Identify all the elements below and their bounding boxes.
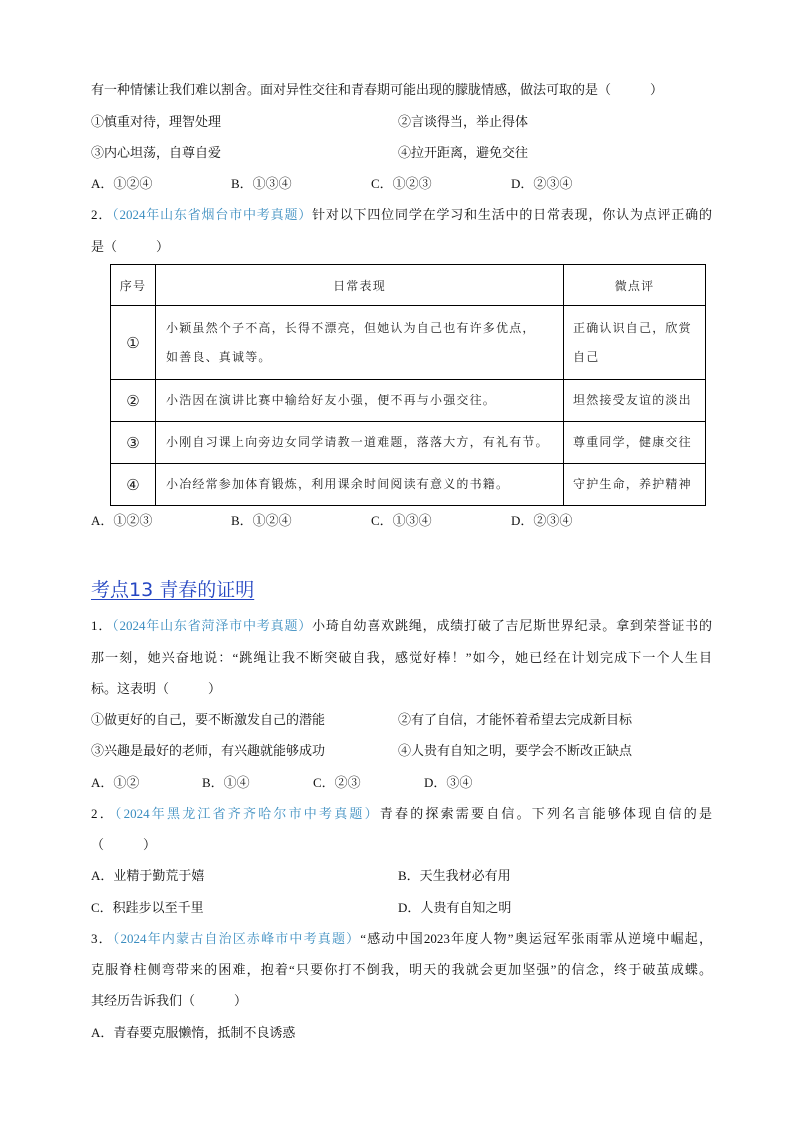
behavior-text: 小刚自习课上向旁边女同学请教一道难题，落落大方，有礼有节。 bbox=[166, 435, 549, 449]
statement-item-3: ③兴趣是最好的老师，有兴趣就能够成功 bbox=[91, 743, 326, 759]
statement-item-1: ①做更好的自己，要不断激发自己的潜能 bbox=[91, 712, 326, 728]
option-c: C．①③④ bbox=[371, 513, 432, 529]
option-row bbox=[91, 892, 712, 923]
option-b: B．①④ bbox=[202, 774, 250, 790]
question-stem-line: 标。这表明（ ） bbox=[91, 680, 222, 696]
source-tag: （2024年内蒙古自治区赤峰市中考真题） bbox=[112, 930, 361, 946]
section-heading: 考点13 青春的证明 bbox=[91, 579, 255, 601]
question-stem-line bbox=[91, 199, 712, 230]
table-header-row bbox=[111, 265, 706, 306]
answer-options bbox=[91, 505, 712, 536]
statement-row bbox=[91, 704, 712, 735]
statement-item-2: ②言谈得当，举止得体 bbox=[398, 113, 529, 129]
answer-options bbox=[91, 168, 712, 199]
question-stem-line: 是（ ） bbox=[91, 238, 170, 254]
question-number: 3． bbox=[91, 930, 113, 946]
option-a: A．青春要克服懒惰，抵制不良诱惑 bbox=[91, 1024, 296, 1040]
option-d: D．人贵有自知之明 bbox=[398, 899, 512, 915]
behavior-text: 小浩因在演讲比赛中输给好友小强，便不再与小强交往。 bbox=[166, 393, 497, 407]
statement-item-4: ④人贵有自知之明，要学会不断改正缺点 bbox=[398, 743, 633, 759]
comment-text: 坦然接受友谊的淡出 bbox=[573, 393, 692, 407]
question-number: 1． bbox=[91, 618, 113, 634]
option-row bbox=[91, 860, 712, 891]
table-row bbox=[111, 422, 706, 464]
row-number: ③ bbox=[111, 422, 156, 464]
source-tag: （2024年山东省菏泽市中考真题） bbox=[112, 618, 313, 634]
option-d: D．③④ bbox=[424, 774, 473, 790]
row-number: ② bbox=[111, 380, 156, 422]
question-stem-line bbox=[91, 798, 712, 829]
behavior-comment-table bbox=[110, 264, 706, 506]
row-number: ④ bbox=[111, 464, 156, 506]
question-number: 2． bbox=[91, 207, 113, 223]
option-c: C．①②③ bbox=[371, 176, 432, 192]
row-number: ① bbox=[111, 306, 156, 380]
option-a: A．业精于勤荒于嬉 bbox=[91, 868, 205, 884]
header-comment: 微点评 bbox=[564, 265, 706, 306]
comment-text: 自己 bbox=[573, 349, 600, 364]
table-row bbox=[111, 306, 706, 380]
header-no: 序号 bbox=[111, 265, 156, 306]
source-tag: （2024年山东省烟台市中考真题） bbox=[112, 207, 313, 223]
statement-item-3: ③内心坦荡，自尊自爱 bbox=[91, 144, 222, 160]
behavior-text: 如善良、真诚等。 bbox=[166, 349, 272, 364]
question-stem: 有一种情愫让我们难以割舍。面对异性交往和青春期可能出现的朦胧情感，做法可取的是（ ） bbox=[91, 82, 664, 98]
comment-cell bbox=[564, 306, 706, 380]
option-d: D．②③④ bbox=[511, 176, 573, 192]
option-b: B．①③④ bbox=[231, 176, 292, 192]
answer-options bbox=[91, 767, 712, 798]
question-stem-line: （ ） bbox=[91, 837, 157, 853]
behavior-text: 小颖虽然个子不高，长得不漂亮，但她认为自己也有许多优点， bbox=[166, 320, 536, 335]
statement-item-4: ④拉开距离，避免交往 bbox=[398, 144, 529, 160]
behavior-text: 小冶经常参加体育锻炼，利用课余时间阅读有意义的书籍。 bbox=[166, 477, 510, 491]
top-question-block bbox=[91, 74, 712, 262]
comment-text: 守护生命，养护精神 bbox=[573, 477, 692, 491]
question-stem-line: 克服脊柱侧弯带来的困难，抱着“只要你打不倒我，明天的我就会更加坚强”的信念，终于破茧成蝶。 bbox=[91, 962, 712, 978]
option-b: B．①②④ bbox=[231, 513, 292, 529]
behavior-cell bbox=[156, 380, 564, 422]
question-text: 青春的探索需要自信。下列名言能够体现自信的是 bbox=[379, 805, 712, 821]
question-number: 2． bbox=[91, 805, 115, 821]
source-tag: （2024年黑龙江省齐齐哈尔市中考真题） bbox=[114, 805, 380, 821]
behavior-cell bbox=[156, 422, 564, 464]
behavior-cell bbox=[156, 306, 564, 380]
statement-item-2: ②有了自信，才能怀着希望去完成新目标 bbox=[398, 712, 633, 728]
question-stem-line: 其经历告诉我们（ ） bbox=[91, 993, 248, 1009]
table-row bbox=[111, 380, 706, 422]
question-stem-line bbox=[91, 923, 712, 954]
statement-item-1: ①慎重对待，理智处理 bbox=[91, 113, 222, 129]
comment-text: 正确认识自己，欣赏 bbox=[573, 320, 692, 335]
question-2-options-block bbox=[91, 505, 712, 536]
statement-row bbox=[91, 735, 712, 766]
option-c: C．积跬步以至千里 bbox=[91, 899, 204, 915]
option-a: A．①②④ bbox=[91, 176, 153, 192]
statement-row bbox=[91, 137, 712, 168]
table-row bbox=[111, 464, 706, 506]
option-a: A．①② bbox=[91, 774, 140, 790]
option-a: A．①②③ bbox=[91, 513, 153, 529]
section-questions-block bbox=[91, 610, 712, 1048]
comment-cell bbox=[564, 464, 706, 506]
question-text: 小琦自幼喜欢跳绳，成绩打破了吉尼斯世界纪录。拿到荣誉证书的 bbox=[312, 618, 712, 634]
question-text: “感动中国2023年度人物”奥运冠军张雨霏从逆境中崛起， bbox=[360, 930, 712, 946]
comment-cell bbox=[564, 380, 706, 422]
question-stem-line bbox=[91, 610, 712, 641]
question-stem-line: 那一刻，她兴奋地说：“跳绳让我不断突破自我，感觉好棒！”如今，她已经在计划完成下一个人生目 bbox=[91, 649, 712, 665]
behavior-cell bbox=[156, 464, 564, 506]
option-c: C．②③ bbox=[313, 774, 361, 790]
header-behavior: 日常表现 bbox=[156, 265, 564, 306]
statement-row bbox=[91, 106, 712, 137]
option-d: D．②③④ bbox=[511, 513, 573, 529]
comment-cell bbox=[564, 422, 706, 464]
comment-text: 尊重同学，健康交往 bbox=[573, 435, 692, 449]
question-text: 针对以下四位同学在学习和生活中的日常表现，你认为点评正确的 bbox=[312, 207, 712, 223]
option-b: B．天生我材必有用 bbox=[398, 868, 511, 884]
